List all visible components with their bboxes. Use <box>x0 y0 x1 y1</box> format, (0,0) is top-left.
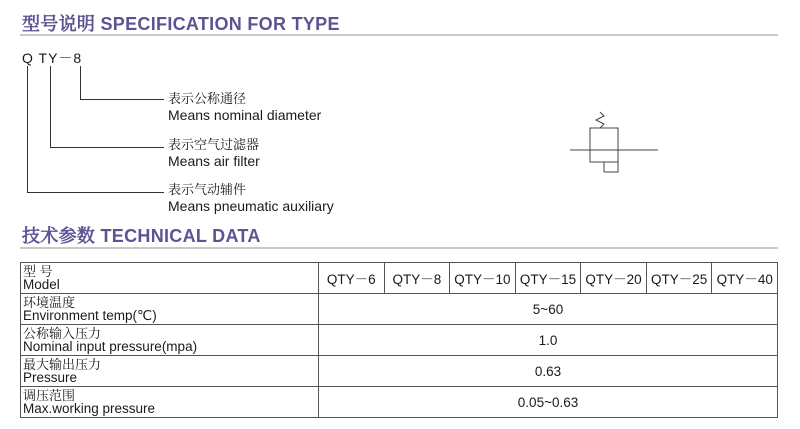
air-filter-symbol-icon <box>570 108 660 180</box>
desc-en: Means nominal diameter <box>168 107 322 123</box>
row-label-cell <box>21 325 319 356</box>
row-value-cell: 0.63 <box>319 356 778 387</box>
desc-en: Means pneumatic auxiliary <box>168 198 334 214</box>
desc-cn: 表示气动辅件 <box>168 182 247 197</box>
header-cn: 型 号 <box>23 264 53 279</box>
model-cell: QTY－8 <box>384 263 450 294</box>
table-header-row <box>21 263 778 294</box>
row-value-cell: 0.05~0.63 <box>319 387 778 418</box>
table-row <box>21 294 778 325</box>
table-row <box>21 325 778 356</box>
row-en: Max.working pressure <box>23 401 156 416</box>
model-cell: QTY－15 <box>515 263 581 294</box>
model-code: Q TY－8 <box>22 50 83 66</box>
spec-section-title: 型号说明 SPECIFICATION FOR TYPE <box>22 14 340 34</box>
row-value-cell: 5~60 <box>319 294 778 325</box>
technical-data-table <box>20 262 778 418</box>
desc-pneumatic-auxiliary <box>168 182 334 214</box>
row-cn: 公称输入压力 <box>23 326 102 341</box>
model-cell: QTY－20 <box>581 263 647 294</box>
row-cn: 环境温度 <box>23 295 76 310</box>
tech-section-title: 技术参数 TECHNICAL DATA <box>22 226 261 246</box>
tech-title-rule <box>20 247 778 249</box>
table-row <box>21 356 778 387</box>
row-label-cell <box>21 294 319 325</box>
desc-cn: 表示公称通径 <box>168 91 247 106</box>
header-label-cell <box>21 263 319 294</box>
model-cell: QTY－40 <box>712 263 778 294</box>
row-en: Pressure <box>23 370 78 385</box>
row-cn: 最大输出压力 <box>23 357 102 372</box>
desc-en: Means air filter <box>168 153 260 169</box>
spec-title-rule <box>20 34 778 36</box>
row-label-cell <box>21 387 319 418</box>
row-label-cell <box>21 356 319 387</box>
row-en: Nominal input pressure(mpa) <box>23 339 198 354</box>
desc-cn: 表示空气过滤器 <box>168 137 260 152</box>
desc-nominal-diameter <box>168 91 321 123</box>
table-row <box>21 387 778 418</box>
desc-air-filter <box>168 137 260 169</box>
header-en: Model <box>23 277 60 292</box>
model-cell: QTY－25 <box>646 263 712 294</box>
row-value-cell: 1.0 <box>319 325 778 356</box>
model-cell: QTY－6 <box>319 263 385 294</box>
row-en: Environment temp(℃) <box>23 308 157 323</box>
model-cell: QTY－10 <box>450 263 516 294</box>
row-cn: 调压范围 <box>23 388 76 403</box>
